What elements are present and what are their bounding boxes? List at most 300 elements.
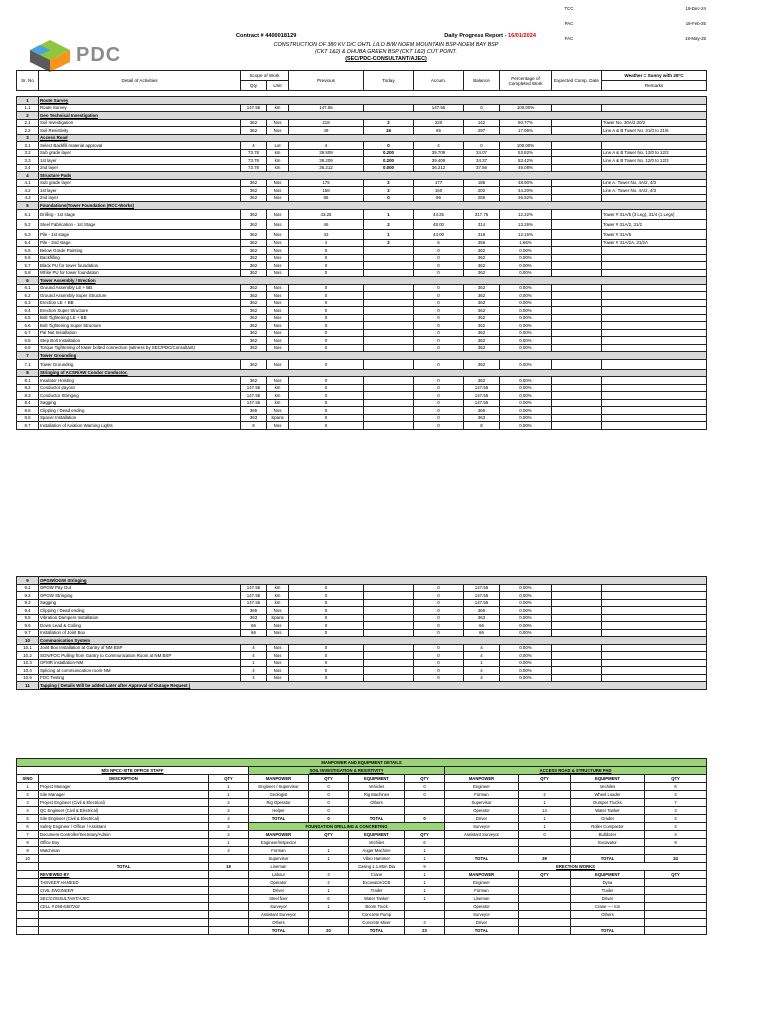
balance-value: 34.37: [464, 157, 500, 165]
previous-value: 158: [289, 187, 364, 195]
reviewer-line: SEC/CONSULTANT/AJEC: [39, 895, 209, 903]
blank: [209, 887, 249, 895]
percent-complete: 0.00%: [500, 292, 552, 300]
scope-qty: 66: [241, 629, 267, 637]
reviewer-line: CIVIL ENGINEER: [39, 887, 209, 895]
activity-sr: 5.6: [17, 254, 39, 262]
section-row: [17, 112, 707, 120]
scope-qty: 4: [241, 142, 267, 150]
balance-value: 4: [464, 644, 500, 652]
office-sno: 10: [17, 855, 39, 863]
previous-value: 0: [289, 314, 364, 322]
scope-unit: Nos: [267, 229, 289, 239]
expected-date: [552, 329, 602, 337]
previous-value: 0: [289, 322, 364, 330]
activity-row: [17, 344, 707, 352]
activity-sr: 6.3: [17, 299, 39, 307]
activity-sr: 7.1: [17, 359, 39, 369]
accum-value: 96: [414, 194, 464, 202]
today-value: [364, 307, 414, 315]
found-cell: [309, 839, 349, 847]
h-soil-equipment: EQUIPMENT: [349, 775, 405, 783]
scope-unit: km: [267, 399, 289, 407]
found-cell: 1: [309, 903, 349, 911]
previous-value: 0: [289, 329, 364, 337]
percent-complete: 0.00%: [500, 644, 552, 652]
balance-value: 4: [464, 652, 500, 660]
scope-unit: Nos: [267, 629, 289, 637]
percent-complete: 60.77%: [500, 119, 552, 127]
activity-row: [17, 157, 707, 165]
expected-date: [552, 392, 602, 400]
found-cell: Water Tanker: [349, 895, 405, 903]
soil-cell: TOTAL: [349, 815, 405, 823]
section-title: Tower Grounding: [39, 352, 707, 360]
activity-row: [17, 219, 707, 229]
scope-qty: 147.55: [241, 392, 267, 400]
accum-value: 36.212: [414, 164, 464, 172]
scope-qty: 147.55: [241, 584, 267, 592]
accum-value: 147.55: [414, 104, 464, 112]
today-value: [364, 659, 414, 667]
balance-value: 1: [464, 659, 500, 667]
access-cell: 0: [519, 831, 571, 839]
activity-name: Ground Assembly Super Structure: [39, 292, 241, 300]
manpower-row: [17, 791, 707, 799]
soil-cell: 0: [405, 815, 445, 823]
blank: [209, 903, 249, 911]
access-cell: Engineer: [445, 783, 519, 791]
office-sno: 2: [17, 791, 39, 799]
access-cell: Wheel Loader: [571, 791, 645, 799]
activity-name: Ground Assembly LE + BB: [39, 284, 241, 292]
expected-date: [552, 399, 602, 407]
previous-value: 0: [289, 592, 364, 600]
erect-cell: Driver: [445, 919, 519, 927]
section-row: [17, 202, 707, 210]
balance-value: 202: [464, 187, 500, 195]
percent-complete: 0.00%: [500, 584, 552, 592]
activity-sr: 3.2: [17, 149, 39, 157]
pdc-cube-icon: [26, 38, 74, 74]
activity-name: Clipping / Dead ending: [39, 607, 241, 615]
section-number: 10: [17, 637, 39, 645]
office-qty: 1: [209, 791, 249, 799]
previous-value: 0: [289, 629, 364, 637]
previous-value: 0: [289, 652, 364, 660]
foundation-title: FOUNDATION DRILLING & CONCRETING: [249, 823, 445, 831]
activity-sr: 2.1: [17, 119, 39, 127]
balance-value: 147.55: [464, 599, 500, 607]
previous-value: 175: [289, 179, 364, 187]
previous-value: 49: [289, 127, 364, 135]
found-cell: Others: [249, 919, 309, 927]
expected-date: [552, 284, 602, 292]
activity-name: Splicing at communication room-NM: [39, 667, 241, 675]
h-found-eqty: QTY: [405, 831, 445, 839]
activity-name: OFMR installation-NM: [39, 659, 241, 667]
accum-value: 0: [414, 614, 464, 622]
found-cell: 9: [405, 863, 445, 871]
section-number: 11: [17, 682, 39, 690]
weather: Weather = Sunny with 28°C: [602, 71, 707, 81]
scope-unit: Nos: [267, 359, 289, 369]
office-desc: Project Engineer (Civil & Electrical): [39, 799, 209, 807]
expected-date: [552, 269, 602, 277]
scope-qty: 362: [241, 377, 267, 385]
activity-name: Installation of Joint Box: [39, 629, 241, 637]
activity-sr: 10.3: [17, 659, 39, 667]
access-total: TOTAL: [445, 855, 519, 863]
percent-complete: 48.90%: [500, 179, 552, 187]
balance-value: 66: [464, 629, 500, 637]
pdc-logo-text: PDC: [76, 44, 122, 66]
previous-value: 0: [289, 377, 364, 385]
remarks-cell: Tower No. 30A/2,30/2: [602, 119, 707, 127]
previous-value: 39.509: [289, 149, 364, 157]
today-value: 1: [364, 209, 414, 219]
activity-row: [17, 659, 707, 667]
scope-qty: 365: [241, 607, 267, 615]
accum-value: 0: [414, 299, 464, 307]
percent-complete: 0.00%: [500, 377, 552, 385]
previous-value: 4: [289, 239, 364, 247]
today-value: [364, 377, 414, 385]
balance-value: 363: [464, 614, 500, 622]
column-header: [16, 70, 707, 91]
office-qty: [209, 855, 249, 863]
activity-sr: 6.4: [17, 307, 39, 315]
soil-cell: 0: [405, 783, 445, 791]
expected-date: [552, 292, 602, 300]
office-sno: 1: [17, 783, 39, 791]
accum-value: 6: [414, 239, 464, 247]
manpower-row: [17, 903, 707, 911]
expected-date: [552, 164, 602, 172]
activity-sr: 8.7: [17, 422, 39, 430]
soil-cell: 0: [309, 799, 349, 807]
blank: [17, 927, 39, 935]
remarks-cell: Line A & B Tower No. 12/0 to 12/3: [602, 149, 707, 157]
col-unit: Unit: [267, 81, 289, 91]
accum-value: 44.25: [414, 209, 464, 219]
manpower-row: [17, 863, 707, 871]
balance-value: 147.55: [464, 399, 500, 407]
expected-date: [552, 337, 602, 345]
scope-qty: 362: [241, 299, 267, 307]
scope-qty: 4: [241, 644, 267, 652]
activity-name: Pal Nut Installation: [39, 329, 241, 337]
soil-cell: Engineer / Supervisor: [249, 783, 309, 791]
activity-sr: 4.1: [17, 179, 39, 187]
section-number: 5: [17, 202, 39, 210]
previous-value: 0: [289, 299, 364, 307]
access-cell: 1: [519, 823, 571, 831]
office-desc: [39, 855, 209, 863]
manpower-row: [17, 783, 707, 791]
accum-value: 4: [414, 142, 464, 150]
found-cell: Labour: [249, 871, 309, 879]
manpower-row: [17, 911, 707, 919]
balance-value: 365: [464, 407, 500, 415]
accum-value: 0: [414, 337, 464, 345]
manpower-table: [16, 758, 707, 935]
activity-name: Route Survey: [39, 104, 241, 112]
activity-sr: 9.4: [17, 607, 39, 615]
scope-qty: 8: [241, 422, 267, 430]
expected-date: [552, 322, 602, 330]
col-detail: Detail of Activities: [39, 71, 241, 91]
soil-cell: Geologist: [249, 791, 309, 799]
activity-row: [17, 337, 707, 345]
remarks-cell: [602, 607, 707, 615]
previous-value: 43: [289, 229, 364, 239]
erect-cell: [519, 911, 571, 919]
col-sr-no: Sr. No: [17, 71, 39, 91]
manpower-row: [17, 871, 707, 879]
office-desc: Site Manager: [39, 791, 209, 799]
scope-qty: 73.78: [241, 164, 267, 172]
percent-complete: 53.82%: [500, 149, 552, 157]
accum-value: 220: [414, 119, 464, 127]
expected-date: [552, 209, 602, 219]
access-total: 39: [519, 855, 571, 863]
today-value: [364, 592, 414, 600]
found-cell: [309, 919, 349, 927]
today-value: [364, 322, 414, 330]
scope-qty: 362: [241, 209, 267, 219]
manpower-row: [17, 919, 707, 927]
section-title: Structure Pads: [39, 172, 707, 180]
found-cell: 1: [405, 847, 445, 855]
balance-value: 314: [464, 219, 500, 229]
activity-row: [17, 209, 707, 219]
balance-value: 365: [464, 607, 500, 615]
activity-row: [17, 247, 707, 255]
balance-value: 66: [464, 622, 500, 630]
remarks-cell: [602, 262, 707, 270]
found-cell: [405, 903, 445, 911]
activity-sr: 5.8: [17, 269, 39, 277]
activity-row: [17, 262, 707, 270]
balance-value: 8: [464, 422, 500, 430]
activity-row: [17, 644, 707, 652]
accum-value: 0: [414, 659, 464, 667]
scope-qty: 4: [241, 652, 267, 660]
access-cell: [519, 783, 571, 791]
today-value: [364, 407, 414, 415]
remarks-cell: Line A & B Tower No. 12/0 to 12/3: [602, 157, 707, 165]
remarks-cell: [602, 592, 707, 600]
access-cell: 14: [519, 807, 571, 815]
section-row: [17, 369, 707, 377]
previous-value: 0: [289, 584, 364, 592]
today-value: [364, 667, 414, 675]
erect-cell: [519, 895, 571, 903]
today-value: [364, 337, 414, 345]
activity-row: [17, 629, 707, 637]
section-row: [17, 577, 707, 585]
accum-value: 0: [414, 414, 464, 422]
found-cell: [309, 863, 349, 871]
access-cell: 8: [645, 839, 707, 847]
accum-value: 0: [414, 247, 464, 255]
found-cell: Concrete Mixer: [349, 919, 405, 927]
activity-sr: 9.3: [17, 599, 39, 607]
activity-sr: 6.2: [17, 292, 39, 300]
expected-date: [552, 377, 602, 385]
scope-unit: Nos: [267, 307, 289, 315]
soil-cell: 0: [309, 791, 349, 799]
erect-total: TOTAL: [445, 927, 519, 935]
access-cell: Dumper Trucks: [571, 799, 645, 807]
percent-complete: 0.00%: [500, 269, 552, 277]
expected-date: [552, 157, 602, 165]
activity-name: Torque Tightening of tower bolted connection (witness by SEC/PDC/Consultant): [39, 344, 241, 352]
accum-value: 0: [414, 399, 464, 407]
scope-qty: 147.55: [241, 104, 267, 112]
today-value: 2: [364, 187, 414, 195]
office-sno: 3: [17, 799, 39, 807]
scope-unit: Nos: [267, 377, 289, 385]
erect-cell: [519, 887, 571, 895]
section-title: Route Survey: [39, 97, 707, 105]
balance-value: 362: [464, 344, 500, 352]
activity-name: Joint Box Installation at Gantry of NM BSP: [39, 644, 241, 652]
activity-row: [17, 622, 707, 630]
accum-value: 0: [414, 392, 464, 400]
percent-complete: 0.00%: [500, 652, 552, 660]
found-cell: 1: [405, 895, 445, 903]
activity-name: Drilling - 1st stage: [39, 209, 241, 219]
scope-unit: Nos: [267, 284, 289, 292]
previous-value: 0: [289, 262, 364, 270]
project-line-3: (SEC/PDC-CONSULTANT/AJEC): [345, 56, 427, 62]
activity-row: [17, 194, 707, 202]
percent-complete: 0.00%: [500, 337, 552, 345]
expected-date: [552, 187, 602, 195]
today-value: 0.200: [364, 157, 414, 165]
activity-row: [17, 284, 707, 292]
found-cell: 6: [405, 839, 445, 847]
today-value: 2: [364, 119, 414, 127]
scope-qty: 147.55: [241, 592, 267, 600]
access-cell: Bulldozer: [571, 831, 645, 839]
balance-value: 0: [464, 104, 500, 112]
balance-value: 147.55: [464, 392, 500, 400]
balance-value: 362: [464, 284, 500, 292]
today-value: 0: [364, 194, 414, 202]
percent-complete: 0.00%: [500, 592, 552, 600]
col-qty: Qty: [241, 81, 267, 91]
section-title: Tower Assembly / Erection: [39, 277, 707, 285]
h-found-qty: QTY: [309, 831, 349, 839]
accum-value: 160: [414, 187, 464, 195]
found-cell: Forman: [249, 847, 309, 855]
expected-date: [552, 607, 602, 615]
percent-complete: 0.00%: [500, 407, 552, 415]
access-cell: 4: [645, 831, 707, 839]
found-cell: [309, 911, 349, 919]
col-expected: Expected Comp. Date: [552, 71, 602, 91]
expected-date: [552, 239, 602, 247]
scope-qty: 73.78: [241, 149, 267, 157]
today-value: [364, 384, 414, 392]
remarks-cell: [602, 584, 707, 592]
previous-value: 0: [289, 284, 364, 292]
accum-value: 39.409: [414, 157, 464, 165]
percent-complete: 0.00%: [500, 329, 552, 337]
activity-row: [17, 149, 707, 157]
soil-cell: 0: [405, 791, 445, 799]
activity-name: Installation of Aviation Warning Lights: [39, 422, 241, 430]
accum-value: 0: [414, 629, 464, 637]
today-value: 2: [364, 239, 414, 247]
today-value: [364, 674, 414, 682]
scope-qty: 363: [241, 614, 267, 622]
expected-date: [552, 592, 602, 600]
balance-value: 362: [464, 247, 500, 255]
access-cell: 6: [645, 783, 707, 791]
accum-value: 0: [414, 344, 464, 352]
manpower-section: [16, 758, 706, 935]
scope-unit: Nos: [267, 209, 289, 219]
balance-value: 362: [464, 314, 500, 322]
blank: [17, 895, 39, 903]
erect-cell: [645, 879, 707, 887]
scope-qty: 362: [241, 179, 267, 187]
today-value: [364, 614, 414, 622]
scope-qty: 362: [241, 194, 267, 202]
activity-row: [17, 239, 707, 247]
balance-value: 0: [464, 142, 500, 150]
activity-row: [17, 229, 707, 239]
remarks-cell: [602, 599, 707, 607]
today-value: 2: [364, 179, 414, 187]
previous-value: 46: [289, 219, 364, 229]
balance-value: 362: [464, 254, 500, 262]
activity-row: [17, 104, 707, 112]
office-sno: 6: [17, 823, 39, 831]
today-value: [364, 314, 414, 322]
expected-date: [552, 254, 602, 262]
access-cell: Water Tanker: [571, 807, 645, 815]
access-cell: 3: [645, 807, 707, 815]
erect-cell: Others: [571, 911, 645, 919]
activity-sr: 2.2: [17, 127, 39, 135]
manpower-row: [17, 823, 707, 831]
activity-name: Conductor payout: [39, 384, 241, 392]
scope-unit: Nos: [267, 622, 289, 630]
manpower-row: [17, 927, 707, 935]
scope-qty: 362: [241, 239, 267, 247]
percent-complete: 0.00%: [500, 399, 552, 407]
activity-name: Soil Investigation: [39, 119, 241, 127]
scope-qty: 147.55: [241, 399, 267, 407]
percent-complete: 0.00%: [500, 599, 552, 607]
found-total: 20: [309, 927, 349, 935]
balance-value: 318: [464, 229, 500, 239]
remarks-cell: [602, 622, 707, 630]
activity-sr: 5.5: [17, 247, 39, 255]
today-value: [364, 359, 414, 369]
section-title: Foundations(Tower Foundation (RCC-Works): [39, 202, 707, 210]
section-number: 1: [17, 97, 39, 105]
scope-qty: 362: [241, 344, 267, 352]
access-cell: 2: [645, 823, 707, 831]
accum-value: 0: [414, 674, 464, 682]
activity-name: SGN/FOC Pulling from Gantry to Communication Room at NM BSP: [39, 652, 241, 660]
